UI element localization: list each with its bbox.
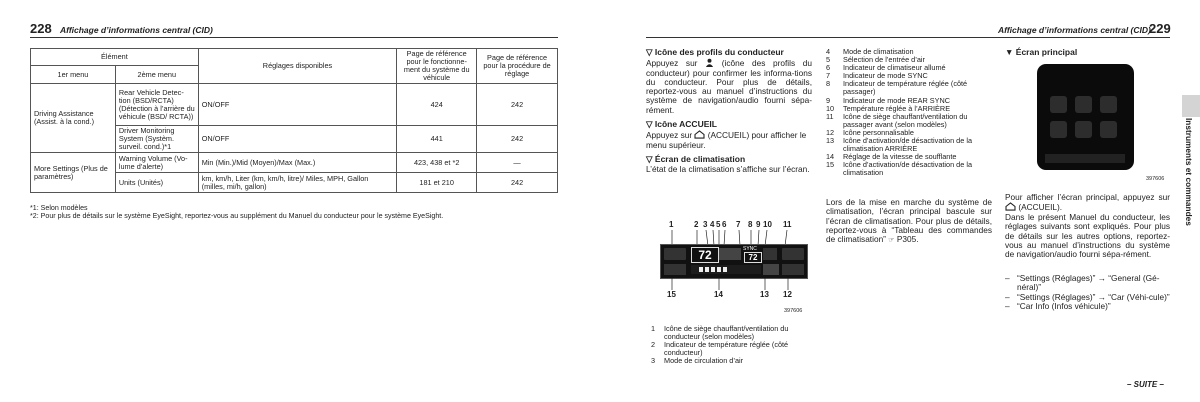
list-item-text: Icône personnalisable <box>843 127 914 137</box>
ac-toggle-button[interactable] <box>664 264 686 275</box>
list-item-text: Indicateur de mode SYNC <box>843 71 928 81</box>
right-header-title: Affichage d’informations central (CID) <box>998 25 1151 35</box>
list-item <box>651 357 813 365</box>
table-cell: 424 <box>397 84 477 126</box>
table-cell: Warning Volume (Vo-lume d’alerte) <box>115 153 198 173</box>
list-item <box>651 325 813 341</box>
seat-heater-passenger-button[interactable] <box>782 248 804 260</box>
list-item-text: Indicateur de température réglée (côté passager) <box>843 79 968 97</box>
list-item-text: Mode de climatisation <box>843 47 914 56</box>
list-item <box>1005 302 1171 311</box>
table-cell: 423, 438 et *2 <box>397 153 477 173</box>
callout-7: 7 <box>736 220 741 229</box>
climate-switch-paragraph <box>826 198 992 245</box>
app-tile[interactable] <box>1075 96 1092 113</box>
sec2-text-a: Appuyez sur <box>646 130 693 141</box>
right-page-number: 229 <box>1149 21 1171 36</box>
callout-14: 14 <box>714 290 723 299</box>
dash-bullet: – <box>1005 291 1010 302</box>
dash-bullet: – <box>1005 273 1010 283</box>
list-item-text: Réglage de la vitesse de soufflante <box>843 152 957 162</box>
main-screen-image <box>1037 64 1134 170</box>
list-item-text: Icône de siège chauffant/ventilation du passager avant (selon modèles) <box>843 111 968 129</box>
callout-1: 1 <box>669 220 674 229</box>
home-icon <box>1005 202 1016 211</box>
table-cell: ON/OFF <box>198 126 397 153</box>
callout-5: 5 <box>716 220 721 229</box>
fan-speed-bar[interactable] <box>691 265 761 274</box>
callout-13: 13 <box>760 290 769 299</box>
list-item <box>826 161 994 177</box>
right-header-rule <box>646 37 1170 38</box>
page-ref-icon: ☞ <box>888 237 895 245</box>
table-header-menu2: 2ème menu <box>115 66 198 84</box>
list-item-number: 10 <box>826 103 835 113</box>
sec-main-screen-title: Écran principal <box>1015 47 1078 57</box>
table-cell: 242 <box>477 126 558 153</box>
list-item-text: “Settings (Réglages)” → “Car (Véhi-cule)” <box>1017 291 1170 302</box>
list-item-text: Indicateur de température réglée (côté conducteur) <box>664 340 789 358</box>
sec1-text-b: (icône des profils du conducteur) pour confirmer les informa-tions du conducteur. Pour plus de détails, reportez-vous au manuel d’instructions du système de navigation/audio fourni sépa-rément. <box>646 58 812 115</box>
list-item-number: 15 <box>826 160 835 170</box>
sec-driver-profile-title: Icône des profils du conducteur <box>654 47 784 57</box>
sec-home-icon <box>646 120 812 129</box>
callout-3: 3 <box>703 220 708 229</box>
dash-bullet: – <box>1005 300 1010 311</box>
list-item-text: Indicateur de mode REAR SYNC <box>843 95 951 105</box>
diagram-image-code: 397606 <box>784 308 803 314</box>
callout-10: 10 <box>763 220 772 229</box>
rear-climate-toggle-button[interactable] <box>763 264 779 275</box>
intro-text-b: (ACCUEIL). <box>1018 202 1063 213</box>
sec-main-screen <box>1005 47 1077 57</box>
table-row <box>31 153 558 173</box>
list-item-number: 13 <box>826 136 835 146</box>
list-item-number: 11 <box>826 111 834 121</box>
table-header-ref-procedure: Page de référence pour la procédure de réglage <box>477 49 558 84</box>
table-cell: Driver Monitoring System (Systèm. surveil. cond.)*1 <box>115 126 198 153</box>
person-icon <box>705 58 714 67</box>
settings-path-list <box>1005 274 1171 311</box>
table-cell: 242 <box>477 173 558 193</box>
callout-9: 9 <box>756 220 761 229</box>
chapter-tab-label: Instruments et commandes <box>1184 118 1194 226</box>
list-item-number: 7 <box>826 71 831 81</box>
table-cell: km, km/h, Liter (km, km/h, litre)/ Miles, MPH, Gallon (milles, mi/h, gallon) <box>198 173 397 193</box>
footnote-1: *1: Selon modèles <box>30 204 88 212</box>
table-cell: ON/OFF <box>198 84 397 126</box>
callout-4: 4 <box>710 220 715 229</box>
list-item-number: 4 <box>826 47 831 56</box>
seat-heater-driver-button[interactable] <box>664 248 686 260</box>
sec-climate-title: Écran de climatisation <box>654 153 746 164</box>
list-item-number: 14 <box>826 152 835 162</box>
list-item-text: Indicateur de climatiseur allumé <box>843 63 946 73</box>
diagram-bottom-labels <box>652 290 812 301</box>
table-cell: 441 <box>397 126 477 153</box>
climate-items-list <box>651 325 813 365</box>
list-item <box>826 80 994 96</box>
table-cell: More Settings (Plus de paramètres) <box>31 153 116 193</box>
list-item-number: 8 <box>826 79 831 89</box>
app-tile[interactable] <box>1100 121 1117 138</box>
list-item-number: 3 <box>651 356 656 366</box>
triangle-down-icon: ▽ <box>646 153 655 164</box>
left-page-number: 228 <box>30 21 52 36</box>
climate-diagram <box>652 220 812 320</box>
callout-11: 11 <box>783 220 792 229</box>
list-item-text: Icône d’activation/de désactivation de la climatisation ARRIÈRE <box>843 136 972 154</box>
list-item-text: Température réglée à l’ARRIÈRE <box>843 103 951 113</box>
callout-6: 6 <box>722 220 727 229</box>
customizable-icon-button[interactable] <box>782 264 804 275</box>
app-tile[interactable] <box>1100 96 1117 113</box>
sync-indicator: SYNC <box>743 246 757 252</box>
climate-ref-page[interactable]: P305. <box>896 234 919 245</box>
sec-home-text <box>646 130 812 150</box>
chapter-tab <box>1182 95 1200 117</box>
driver-temp-display: 72 <box>691 247 719 263</box>
list-item-number: 9 <box>826 95 831 105</box>
list-item-text: Sélection de l’entrée d’air <box>843 55 925 65</box>
table-cell: 242 <box>477 84 558 126</box>
list-item-text: Mode de circulation d’air <box>664 356 744 366</box>
main-screen-image-code: 397606 <box>1146 176 1165 182</box>
sec-climate-text: L’état de la climatisation s’affiche sur l’écran. <box>646 164 810 175</box>
app-tile[interactable] <box>1075 121 1092 138</box>
triangle-down-icon: ▽ <box>646 47 655 57</box>
list-item <box>1005 274 1171 293</box>
callout-8: 8 <box>748 220 753 229</box>
sec-climate <box>646 155 812 164</box>
sec2-text-b: (ACCUEIL) pour afficher le menu supérieur. <box>646 130 807 150</box>
air-mode-indicator <box>719 248 741 260</box>
table-cell: Rear Vehicle Detec-tion (BSD/RCTA) (Détection à l’arrière du véhicule (BSD/ RCTA)) <box>115 84 198 126</box>
table-cell: Units (Unités) <box>115 173 198 193</box>
list-item-number: 12 <box>826 127 835 137</box>
table-header-settings: Réglages disponibles <box>198 49 397 84</box>
middle-column <box>646 48 812 175</box>
table-cell: 181 et 210 <box>397 173 477 193</box>
climate-screen <box>660 244 808 279</box>
list-item-text: “Car Info (Infos véhicule)” <box>1017 300 1111 311</box>
footnote-2: *2: Pour plus de détails sur le système EyeSight, reportez-vous au supplément du Manuel du conducteur pour le système EyeSight. <box>30 212 444 220</box>
climate-items-list-continued <box>826 48 994 178</box>
table-cell: Driving Assistance (Assist. à la cond.) <box>31 84 116 153</box>
left-header-rule <box>30 37 558 38</box>
table-header-element: Élément <box>31 49 199 66</box>
triangle-down-filled-icon: ▼ <box>1005 47 1016 57</box>
list-item-text: “Settings (Réglages)” → “General (Gé-néral)” <box>1017 273 1160 293</box>
main-screen-intro <box>1005 193 1170 213</box>
passenger-temp-display: 72 <box>744 252 762 263</box>
table-cell: — <box>477 153 558 173</box>
app-tile[interactable] <box>1050 96 1067 113</box>
climate-switch-text: Lors de la mise en marche du système de climatisation, l’écran principal bascule sur l’écran de climatisation. Pour plus de détails, reportez-vous à “Tableau des commandes de climatisation” <box>826 197 992 245</box>
sec1-text-a: Appuyez sur <box>646 58 698 69</box>
callout-15: 15 <box>667 290 676 299</box>
main-screen-paragraph: Dans le présent Manuel du conducteur, les réglages suivants sont expliqués. Pour plus de détails sur les autres options, reportez-vous au manuel d’instructions du système de navigation/audio fourni sépa-rément. <box>1005 212 1170 260</box>
intro-text-a: Pour afficher l’écran principal, appuyez sur <box>1005 192 1170 202</box>
list-item-number: 2 <box>651 340 656 350</box>
list-item-number: 1 <box>651 324 656 333</box>
fan-speed-fill <box>699 267 729 272</box>
dock-bar[interactable] <box>1045 154 1125 163</box>
table-header-menu1: 1er menu <box>31 66 116 84</box>
left-header-title: Affichage d’informations central (CID) <box>60 25 213 35</box>
callout-2: 2 <box>694 220 699 229</box>
continued-marker: – SUITE – <box>1127 380 1164 389</box>
settings-table <box>30 48 558 193</box>
sec-home-title: Icône ACCUEIL <box>654 119 717 130</box>
rear-sync-indicator <box>763 248 777 260</box>
list-item <box>826 137 994 153</box>
list-item <box>826 113 994 129</box>
list-item-text: Icône d’activation/de désactivation de la climatisation <box>843 160 972 178</box>
table-row <box>31 84 558 126</box>
list-item-text: Icône de siège chauffant/ventilation du conducteur (selon modèles) <box>664 324 789 342</box>
sec-driver-profile <box>646 48 812 57</box>
list-item-number: 6 <box>826 63 831 73</box>
sec-driver-profile-text <box>646 58 812 115</box>
triangle-down-icon: ▽ <box>646 119 655 130</box>
list-item <box>651 341 813 357</box>
table-header-ref-function: Page de référence pour le fonctionne-ment du système du véhicule <box>397 49 477 84</box>
list-item-number: 5 <box>826 55 831 65</box>
table-cell: Min (Min.)/Mid (Moyen)/Max (Max.) <box>198 153 397 173</box>
callout-12: 12 <box>783 290 792 299</box>
home-icon <box>694 130 705 139</box>
app-tile[interactable] <box>1050 121 1067 138</box>
